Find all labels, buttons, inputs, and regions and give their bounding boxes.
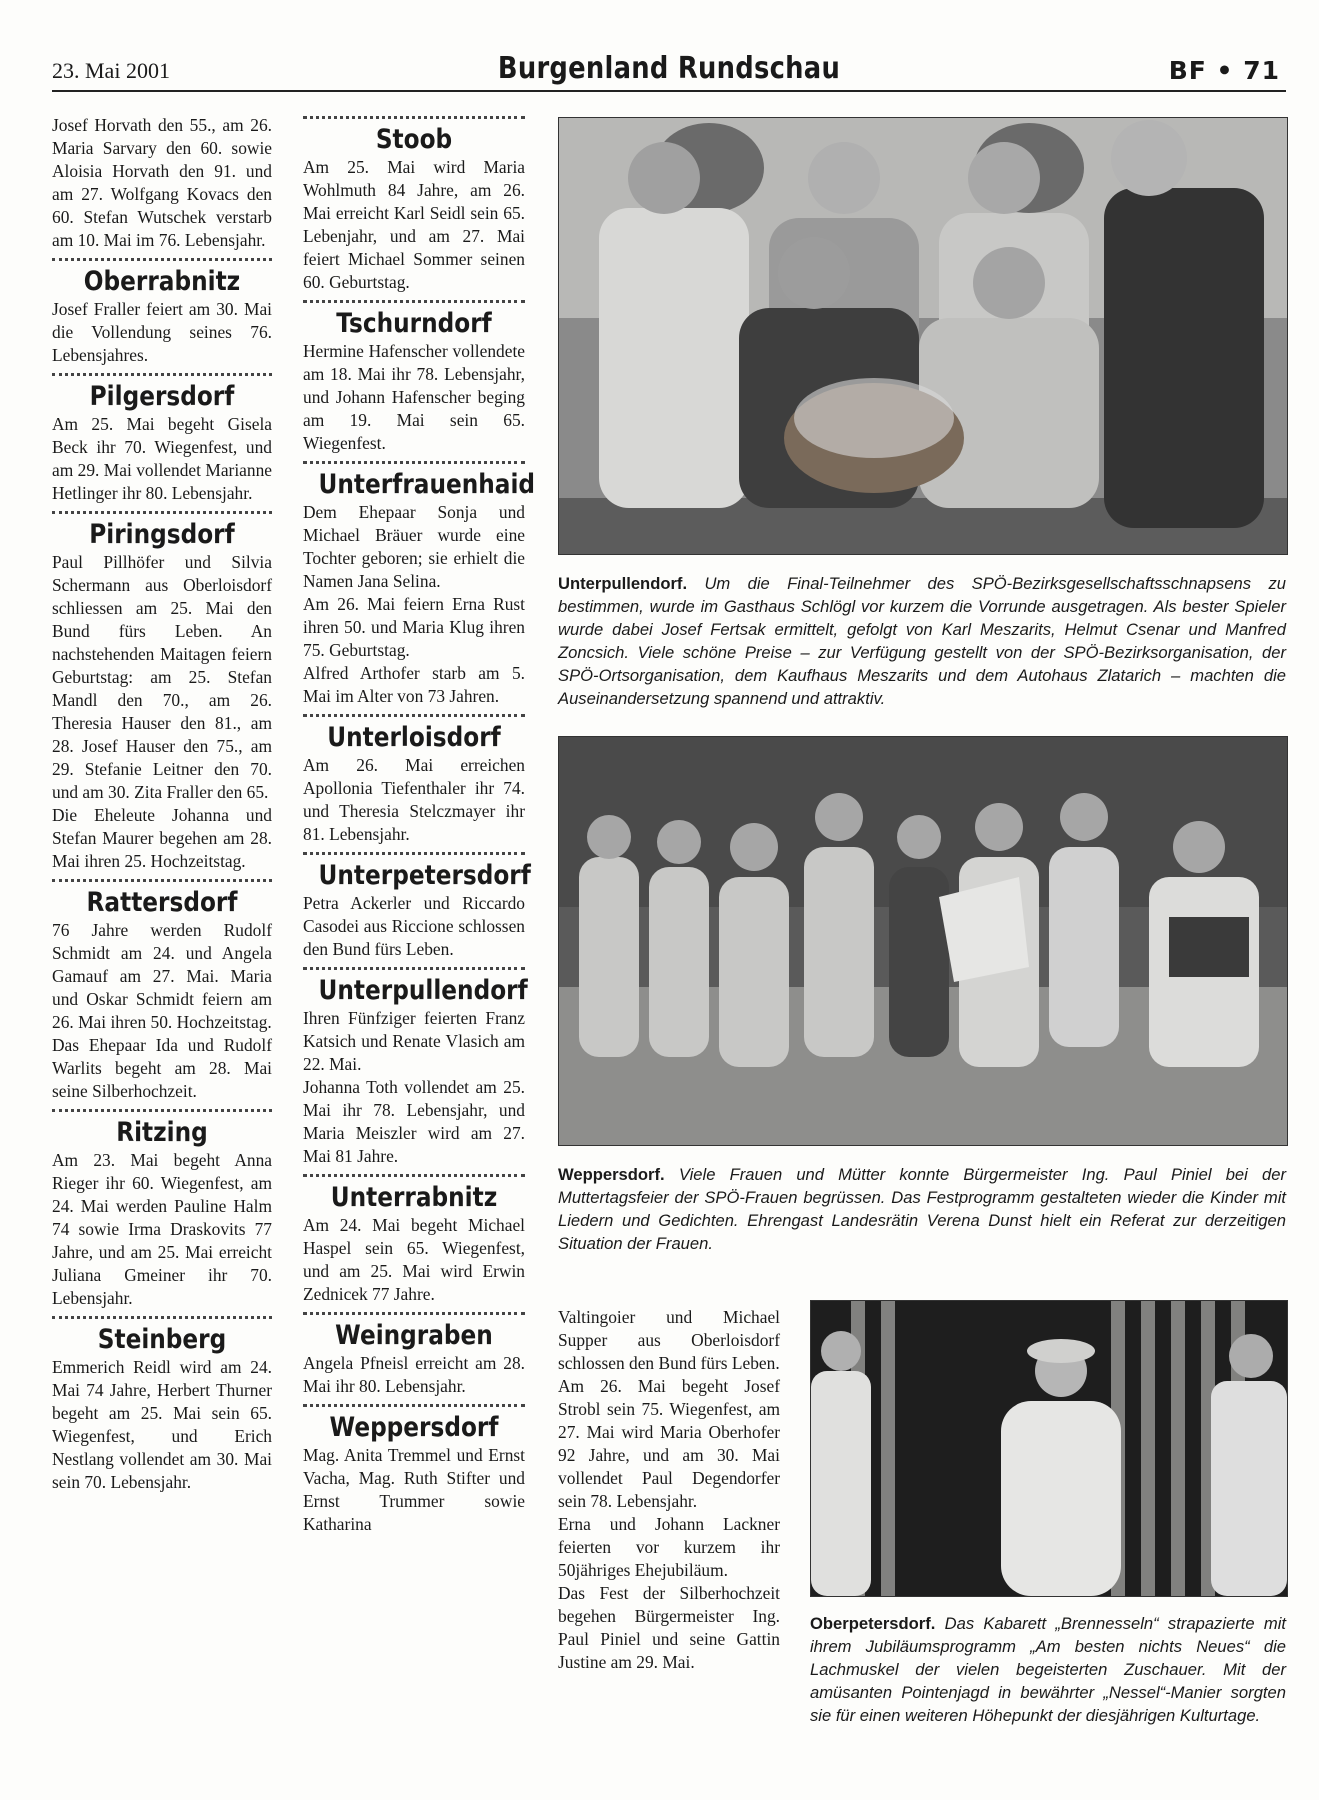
section-unterloisdorf — [303, 721, 525, 846]
section-text: Ihren Fünfziger feierten Franz Katsich und Renate Vlasich am 22. Mai. — [303, 1008, 525, 1074]
column-1-intro: Josef Horvath den 55., am 26. Maria Sarvary den 60. sowie Aloisia Horvath den 91. und am 27. Wolfgang Kovacs den 60. Stefan Wutschek verstarb am 10. Mai im 76. Lebensjahr. — [52, 115, 272, 250]
dotted-divider — [303, 461, 525, 464]
column-1 — [52, 114, 272, 1494]
section-pilgersdorf — [52, 380, 272, 505]
section-text: Am 23. Mai begeht Anna Rieger ihr 60. Wiegenfest, am 24. Mai werden Pauline Halm 74 sowie Irma Draskovits 77 Jahre, und am 25. Mai erreicht Juliana Gmeiner ihr 70. Lebensjahr. — [52, 1150, 272, 1308]
town-heading: Unterpetersdorf — [318, 860, 531, 891]
town-heading: Pilgersdorf — [89, 381, 235, 412]
dotted-divider — [52, 373, 272, 376]
town-heading: Oberrabnitz — [83, 266, 241, 297]
caption-lead: Weppersdorf. — [558, 1165, 665, 1184]
section-text: Am 26. Mai feiern Erna Rust ihren 50. und Maria Klug ihren 75. Geburtstag. — [303, 594, 525, 660]
section-piringsdorf — [52, 518, 272, 873]
caption-weppersdorf — [558, 1163, 1286, 1255]
photo-unterpullendorf — [558, 117, 1288, 555]
masthead — [52, 46, 1286, 92]
section-ritzing — [52, 1116, 272, 1310]
section-text: Valtingoier und Michael Supper aus Oberloisdorf schlossen den Bund fürs Leben. — [558, 1307, 780, 1373]
section-text: Am 24. Mai begeht Michael Haspel sein 65. Wiegenfest, und am 25. Mai wird Erwin Zednicek 77 Jahre. — [303, 1215, 525, 1304]
dotted-divider — [303, 852, 525, 855]
section-text: Johanna Toth vollendet am 25. Mai ihr 78. Lebensjahr, und Maria Meiszler wird am 27. Mai 81 Jahre. — [303, 1077, 525, 1166]
caption-text: Viele Frauen und Mütter konnte Bürgermeister Ing. Paul Piniel bei der Muttertagsfeier der SPÖ-Frauen begrüssen. Das Festprogramm gestalteten wieder die Kinder mit Liedern und Gedichten. Ehrengast Landesrätin Verena Dunst hielt ein Referat zur derzeitigen Situation der Frauen. — [558, 1165, 1286, 1253]
photo-oberpetersdorf-image — [811, 1301, 1287, 1596]
section-rattersdorf — [52, 886, 272, 1103]
section-text: Petra Ackerler und Riccardo Casodei aus Riccione schlossen den Bund fürs Leben. — [303, 893, 525, 959]
section-text: Emmerich Reidl wird am 24. Mai 74 Jahre, Herbert Thurner begeht am 25. Mai sein 65. Wiegenfest, und Erich Nestlang vollendet am 30. Mai sein 70. Lebensjahr. — [52, 1357, 272, 1492]
town-heading: Unterpullendorf — [318, 975, 528, 1006]
section-unterrabnitz — [303, 1181, 525, 1306]
caption-lead: Unterpullendorf. — [558, 574, 688, 593]
dotted-divider — [303, 1404, 525, 1407]
town-heading: Unterrabnitz — [330, 1182, 498, 1213]
section-text: Dem Ehepaar Sonja und Michael Bräuer wurde eine Tochter geboren; sie erhielt die Namen Jana Selina. — [303, 502, 525, 591]
photo-weppersdorf — [558, 736, 1288, 1146]
caption-lead: Oberpetersdorf. — [810, 1614, 936, 1633]
town-heading: Unterloisdorf — [327, 722, 501, 753]
section-unterfrauenhaid — [303, 468, 536, 708]
section-weingraben — [303, 1319, 525, 1398]
dotted-divider — [303, 300, 525, 303]
section-text: Hermine Hafenscher vollendete am 18. Mai ihr 78. Lebensjahr, und Johann Hafenscher beging am 19. Mai sein 65. Wiegenfest. — [303, 341, 525, 453]
town-heading: Stoob — [375, 124, 453, 155]
section-text: Mag. Anita Tremmel und Ernst Vacha, Mag. Ruth Stifter und Ernst Trummer sowie Katharina — [303, 1445, 525, 1534]
section-unterpetersdorf — [303, 859, 531, 961]
section-text: Am 26. Mai erreichen Apollonia Tiefenthaler ihr 74. und Theresia Stelczmayer ihr 81. Lebensjahr. — [303, 755, 525, 844]
town-heading: Piringsdorf — [89, 519, 235, 550]
section-steinberg — [52, 1323, 272, 1494]
town-heading: Weppersdorf — [329, 1412, 499, 1443]
section-text: Am 25. Mai begeht Gisela Beck ihr 70. Wiegenfest, und am 29. Mai vollendet Marianne Hetlinger ihr 80. Lebensjahr. — [52, 414, 272, 503]
photo-weppersdorf-image — [559, 737, 1287, 1145]
issue-date: 23. Mai 2001 — [52, 58, 170, 83]
section-unterpullendorf — [303, 974, 528, 1168]
section-text: Am 25. Mai wird Maria Wohlmuth 84 Jahre, am 26. Mai erreicht Karl Seidl sein 65. Lebenjahr, und am 27. Mai feiert Michael Sommer seinen 60. Geburtstag. — [303, 157, 525, 292]
caption-text: Um die Final-Teilnehmer des SPÖ-Bezirksgesellschaftsschnapsens zu bestimmen, wurde im Gasthaus Schlögl vor kurzem die Vorrunde ausgetragen. Als bester Spieler wurde dabei Josef Fertsak ermittelt, gefolgt von Karl Meszarits, Helmut Csenar und Manfred Zoncsich. Viele schöne Preise – zur Verfügung gestellt von der SPÖ-Bezirksorganisation, der SPÖ-Ortsorganisation, dem Kaufhaus Meszarits und dem Autohaus Zlatarich – machten die Auseinandersetzung spannend und attraktiv. — [558, 574, 1286, 708]
dotted-divider — [303, 1312, 525, 1315]
dotted-divider — [303, 116, 525, 119]
newspaper-title: Burgenland Rundschau — [497, 51, 841, 86]
section-oberrabnitz — [52, 265, 272, 367]
section-text: Paul Pillhöfer und Silvia Schermann aus Oberloisdorf schliessen am 25. Mai den Bund fürs Leben. An nachstehenden Maitagen feiern Geburtstag: am 25. Stefan Mandl den 70., am 26. Theresia Hauser den 81., am 28. Josef Hauser den 75., am 29. Stefanie Leitner den 70. und am 30. Zita Fraller den 65. — [52, 552, 272, 802]
page-reference: BF • 71 — [1168, 56, 1280, 85]
section-tschurndorf — [303, 307, 525, 455]
photo-oberpetersdorf — [810, 1300, 1288, 1597]
section-weppersdorf — [303, 1411, 525, 1536]
section-text: Die Eheleute Johanna und Stefan Maurer begehen am 28. Mai ihren 25. Hochzeitstag. — [52, 805, 272, 871]
dotted-divider — [303, 1174, 525, 1177]
section-text: Alfred Arthofer starb am 5. Mai im Alter von 73 Jahren. — [303, 663, 525, 706]
town-heading: Steinberg — [97, 1324, 227, 1355]
section-text: Josef Fraller feiert am 30. Mai die Vollendung seines 76. Lebensjahres. — [52, 299, 272, 365]
dotted-divider — [52, 258, 272, 261]
section-stoob — [303, 123, 525, 294]
section-text: 76 Jahre werden Rudolf Schmidt am 24. und Angela Gamauf am 27. Mai. Maria und Oskar Schmidt feiern am 26. Mai ihren 50. Hochzeitstag. — [52, 920, 272, 1032]
dotted-divider — [52, 1316, 272, 1319]
column-3-lower — [558, 1306, 780, 1674]
section-text: Das Fest der Silberhochzeit begehen Bürgermeister Ing. Paul Piniel und seine Gattin Justine am 29. Mai. — [558, 1583, 780, 1672]
dotted-divider — [303, 967, 525, 970]
section-text: Das Ehepaar Ida und Rudolf Warlits begeht am 28. Mai seine Silberhochzeit. — [52, 1035, 272, 1101]
town-heading: Unterfrauenhaid — [318, 469, 536, 500]
photo-unterpullendorf-image — [559, 118, 1287, 554]
town-heading: Ritzing — [116, 1117, 208, 1148]
section-text: Erna und Johann Lackner feierten vor kurzem ihr 50jähriges Ehejubiläum. — [558, 1514, 780, 1580]
town-heading: Tschurndorf — [336, 308, 492, 339]
caption-oberpetersdorf — [810, 1612, 1286, 1727]
town-heading: Rattersdorf — [86, 887, 238, 918]
caption-unterpullendorf — [558, 572, 1286, 710]
dotted-divider — [52, 511, 272, 514]
dotted-divider — [52, 1109, 272, 1112]
dotted-divider — [52, 879, 272, 882]
town-heading: Weingraben — [335, 1320, 493, 1351]
section-text: Am 26. Mai begeht Josef Strobl sein 75. Wiegenfest, am 27. Mai wird Maria Oberhofer 92 Jahre, und am 30. Mai vollendet Paul Degendorfer sein 78. Lebensjahr. — [558, 1376, 780, 1511]
caption-text: Das Kabarett „Brennesseln“ strapazierte mit ihrem Jubiläumsprogramm „Am besten nichts Neues“ die Lachmuskel der vielen begeisterten Zuschauer. Mit der amüsanten Pointenjagd in bewährter „Nessel“-Manier sorgten sie für einen weiteren Höhepunkt der diesjährigen Kulturtage. — [810, 1614, 1286, 1725]
column-2 — [303, 114, 536, 1536]
dotted-divider — [303, 714, 525, 717]
section-text: Angela Pfneisl erreicht am 28. Mai ihr 80. Lebensjahr. — [303, 1353, 525, 1396]
